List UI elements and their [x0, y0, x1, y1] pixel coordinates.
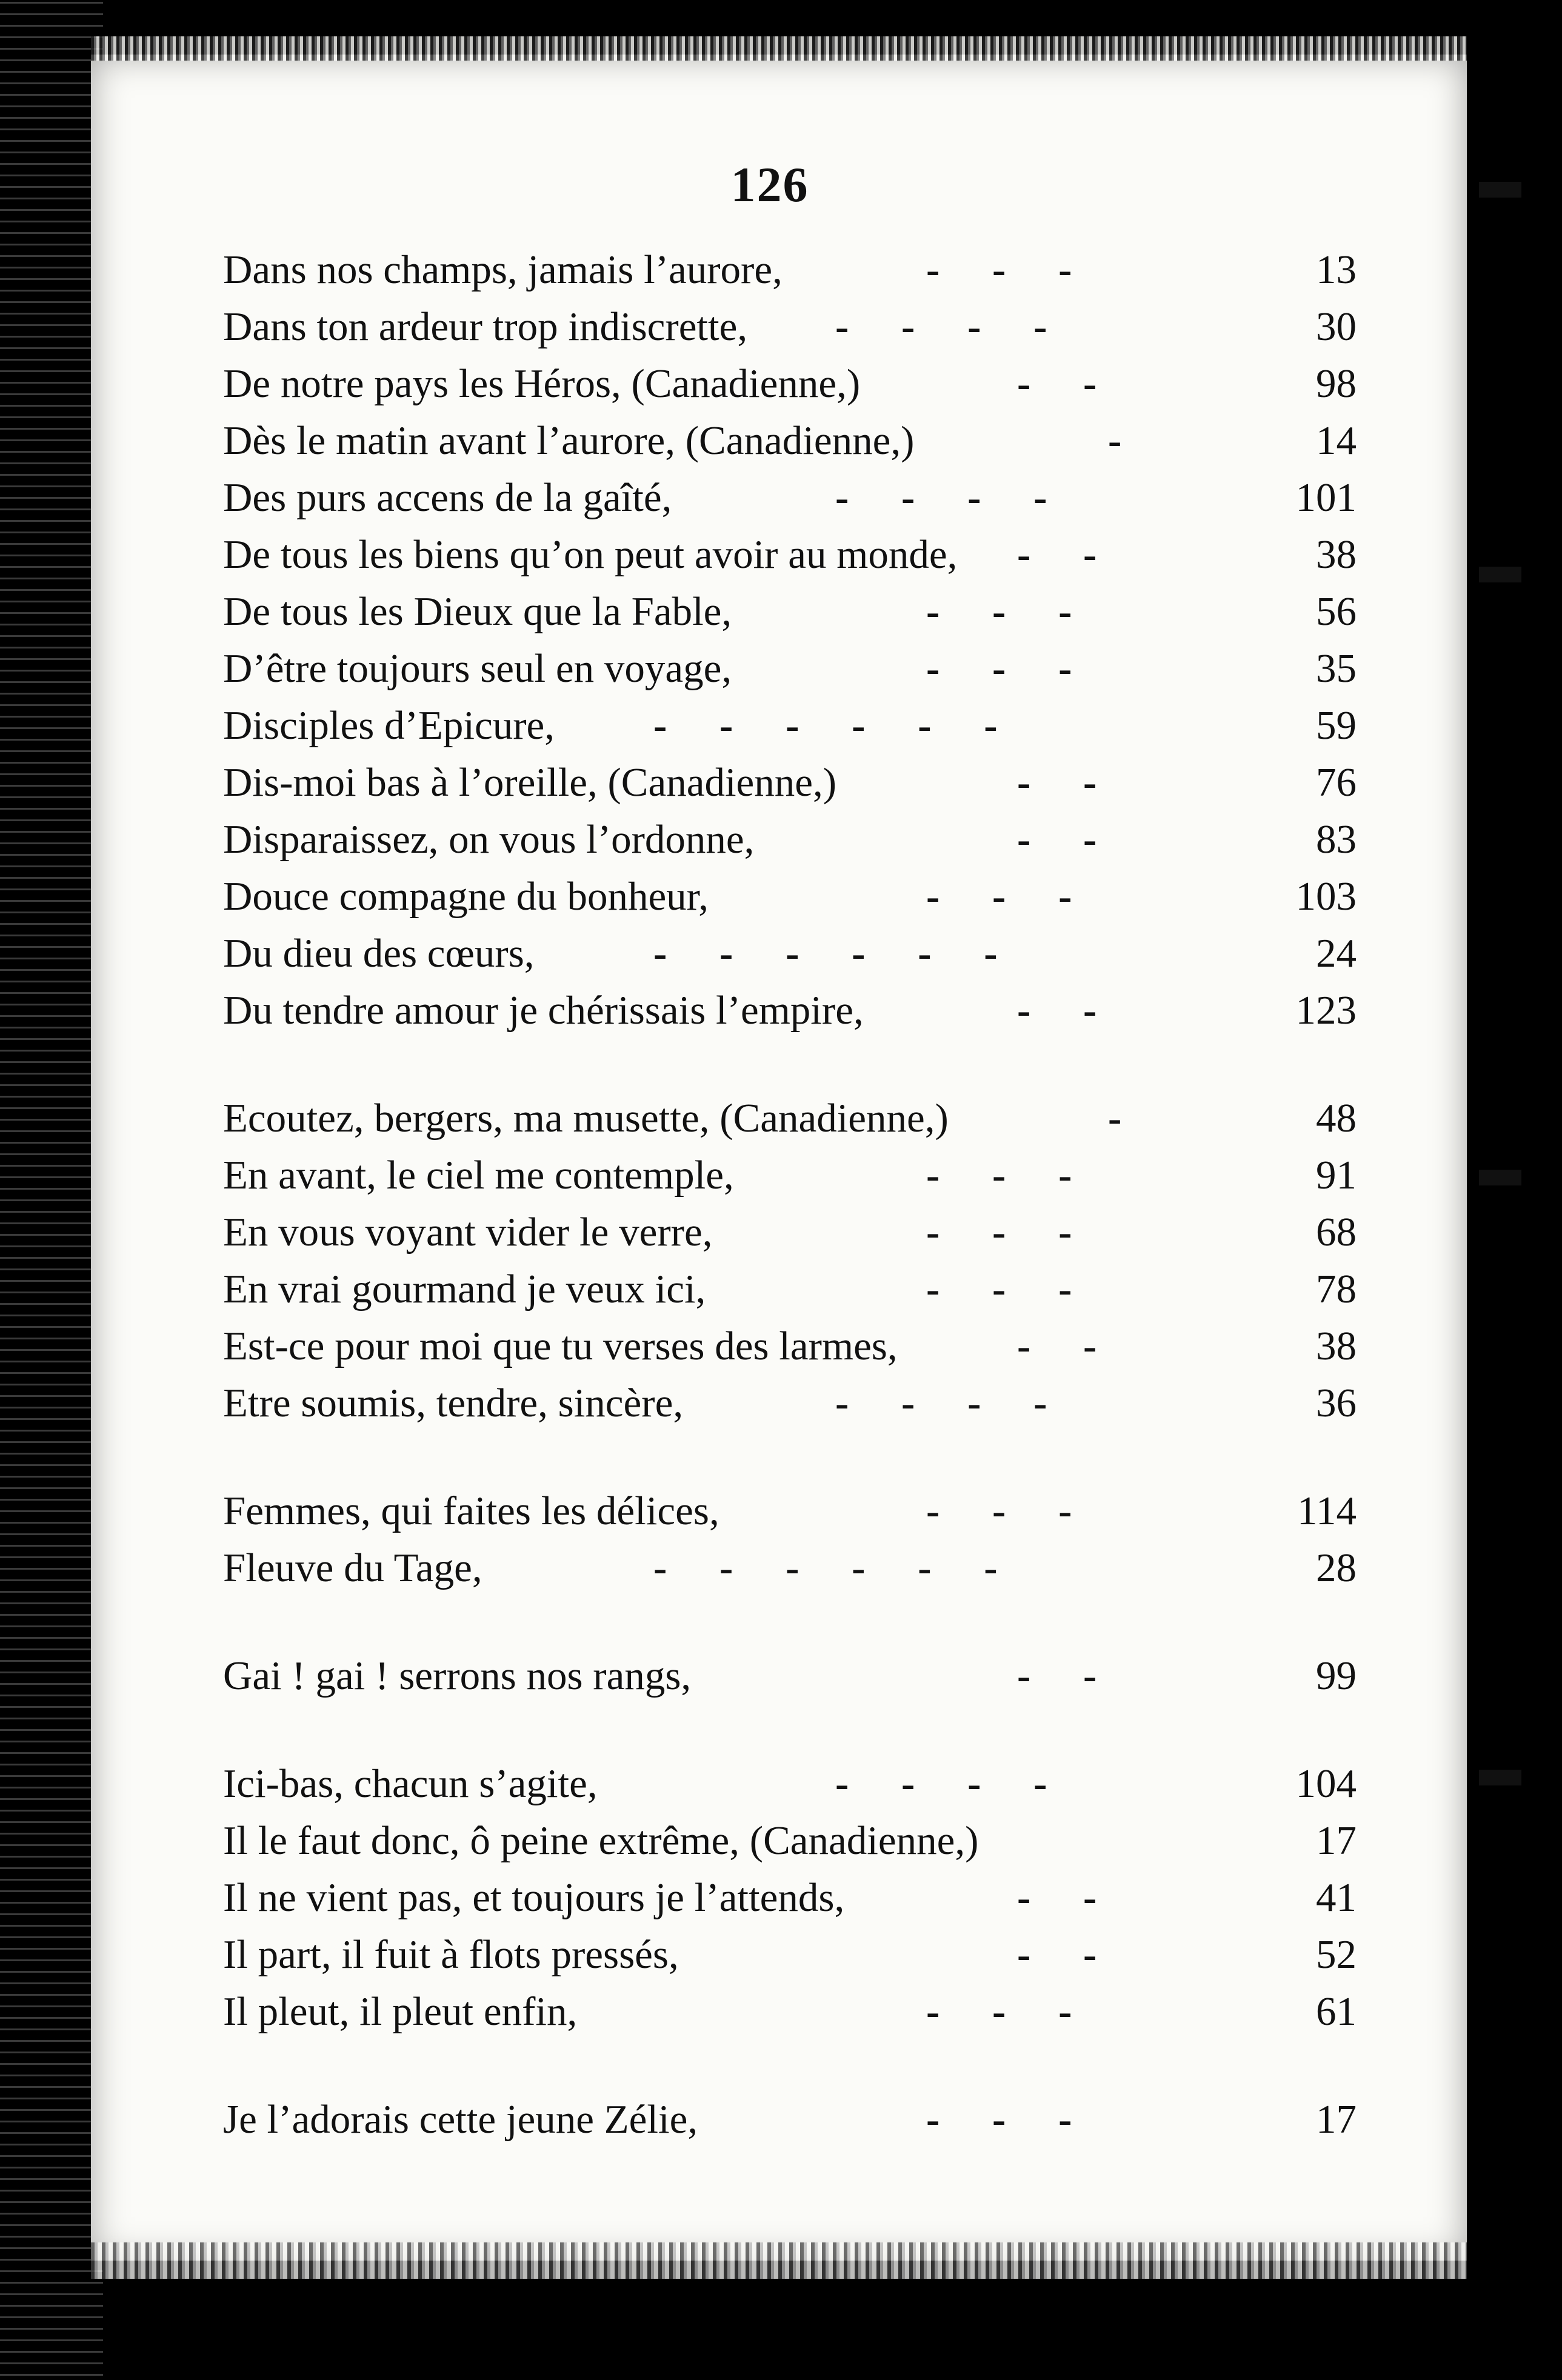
entry-title: Dans nos champs, jamais l’aurore, [223, 247, 783, 292]
index-entry [223, 413, 1357, 468]
index-entry [223, 527, 1357, 582]
entry-leader: - - [1017, 988, 1097, 1033]
entry-page-number: 41 [1316, 1875, 1357, 1920]
entry-title: Dans ton ardeur trop indiscrette, [223, 304, 748, 349]
entry-title: Ecoutez, bergers, ma musette, (Canadienne,) [223, 1096, 949, 1141]
entry-title: Est-ce pour moi que tu verses des larmes, [223, 1324, 898, 1368]
entry-leader: - - - [926, 589, 1072, 634]
entry-title: En vous voyant vider le verre, [223, 1210, 713, 1255]
entry-leader: - - [1017, 760, 1097, 805]
entry-title: Etre soumis, tendre, sincère, [223, 1381, 684, 1425]
index-entry [223, 926, 1357, 981]
entry-title: De notre pays les Héros, (Canadienne,) [223, 361, 861, 406]
entry-page-number: 83 [1316, 817, 1357, 862]
index-entry [223, 1148, 1357, 1202]
entry-title: Gai ! gai ! serrons nos rangs, [223, 1653, 692, 1698]
entry-leader: - - [1017, 532, 1097, 577]
entry-leader: - - [1017, 1324, 1097, 1368]
index-entry [223, 869, 1357, 924]
entry-page-number: 17 [1316, 2097, 1357, 2142]
entry-page-number: 68 [1316, 1210, 1357, 1255]
index-entry [223, 1484, 1357, 1538]
index-entry [223, 812, 1357, 867]
entry-leader: - - - - - - [653, 931, 998, 976]
index-entry [223, 1091, 1357, 1145]
entry-page-number: 52 [1316, 1932, 1357, 1977]
entry-leader: - - [1017, 361, 1097, 406]
index-entry [223, 470, 1357, 525]
entry-leader: - [1108, 418, 1122, 463]
entry-leader: - - - - - - [653, 1545, 998, 1590]
entry-title: Fleuve du Tage, [223, 1545, 482, 1590]
entry-page-number: 38 [1316, 1324, 1357, 1368]
entry-page-number: 17 [1316, 1818, 1357, 1863]
entry-page-number: 91 [1316, 1153, 1357, 1198]
entry-leader: - - - [926, 2097, 1072, 2142]
page-number: 126 [730, 157, 809, 212]
entry-page-number: 38 [1316, 532, 1357, 577]
entry-page-number: 78 [1316, 1267, 1357, 1312]
index-entry [223, 1541, 1357, 1595]
entry-title: Il part, il fuit à flots pressés, [223, 1932, 679, 1977]
index-entry [223, 1870, 1357, 1925]
binding-mark [1479, 567, 1521, 582]
entry-page-number: 114 [1297, 1488, 1357, 1533]
index-entry [223, 641, 1357, 696]
entry-leader: - - - [926, 1989, 1072, 2034]
entry-leader: - - - - - - [653, 703, 998, 748]
entry-page-number: 59 [1316, 703, 1357, 748]
entry-leader: - - - [926, 1488, 1072, 1533]
entry-page-number: 28 [1316, 1545, 1357, 1590]
entry-title: Femmes, qui faites les délices, [223, 1488, 719, 1533]
page-top-edge [91, 36, 1467, 61]
entry-page-number: 123 [1295, 988, 1357, 1033]
index-entry [223, 698, 1357, 753]
index-entry [223, 584, 1357, 639]
entry-page-number: 24 [1316, 931, 1357, 976]
entry-leader: - - - - [835, 1381, 1047, 1425]
entry-leader: - - - - [835, 1761, 1047, 1806]
entry-page-number: 14 [1316, 418, 1357, 463]
entry-title: En vrai gourmand je veux ici, [223, 1267, 706, 1312]
book-right-edge [1471, 0, 1562, 2380]
entry-title: Je l’adorais cette jeune Zélie, [223, 2097, 698, 2142]
entry-title: Il pleut, il pleut enfin, [223, 1989, 578, 2034]
entry-title: Il le faut donc, ô peine extrême, (Canadienne,) [223, 1818, 979, 1863]
entry-page-number: 98 [1316, 361, 1357, 406]
index-entry [223, 242, 1357, 297]
entry-leader: - - - [926, 1210, 1072, 1255]
entry-leader: - - [1017, 1932, 1097, 1977]
entry-title: Douce compagne du bonheur, [223, 874, 709, 919]
index-entry [223, 1205, 1357, 1259]
index-entry [223, 356, 1357, 411]
binding-mark [1479, 182, 1521, 198]
index-entry [223, 1319, 1357, 1373]
entry-title: Disciples d’Epicure, [223, 703, 555, 748]
index-entry [223, 1984, 1357, 2039]
entry-page-number: 76 [1316, 760, 1357, 805]
entry-title: Du tendre amour je chérissais l’empire, [223, 988, 864, 1033]
binding-mark [1479, 1770, 1521, 1785]
entry-leader: - - - [926, 1153, 1072, 1198]
entry-page-number: 56 [1316, 589, 1357, 634]
entry-page-number: 104 [1295, 1761, 1357, 1806]
entry-leader: - - - [926, 646, 1072, 691]
entry-leader: - - - [926, 247, 1072, 292]
entry-title: De tous les Dieux que la Fable, [223, 589, 732, 634]
entry-leader: - [1108, 1096, 1122, 1141]
entry-page-number: 101 [1295, 475, 1357, 520]
entry-page-number: 13 [1316, 247, 1357, 292]
entry-title: Disparaissez, on vous l’ordonne, [223, 817, 755, 862]
entry-leader: - - [1017, 1653, 1097, 1698]
entry-title: Du dieu des cœurs, [223, 931, 535, 976]
index-entry [223, 1648, 1357, 1703]
entry-page-number: 30 [1316, 304, 1357, 349]
entry-title: Il ne vient pas, et toujours je l’attends, [223, 1875, 845, 1920]
entry-title: Dis-moi bas à l’oreille, (Canadienne,) [223, 760, 837, 805]
entry-title: En avant, le ciel me contemple, [223, 1153, 734, 1198]
entry-title: De tous les biens qu’on peut avoir au monde, [223, 532, 958, 577]
index-entry [223, 755, 1357, 810]
entry-leader: - - - - [835, 475, 1047, 520]
book-left-edge [0, 0, 103, 2380]
index-entry [223, 1756, 1357, 1811]
entry-title: Ici-bas, chacun s’agite, [223, 1761, 598, 1806]
index-entry [223, 1262, 1357, 1316]
entry-page-number: 99 [1316, 1653, 1357, 1698]
entry-page-number: 48 [1316, 1096, 1357, 1141]
entry-title: Dès le matin avant l’aurore, (Canadienne,) [223, 418, 915, 463]
entry-title: Des purs accens de la gaîté, [223, 475, 672, 520]
binding-mark [1479, 1170, 1521, 1185]
index-entry [223, 1376, 1357, 1430]
entry-leader: - - - [926, 1267, 1072, 1312]
entry-leader: - - - [926, 874, 1072, 919]
entry-leader: - - [1017, 1875, 1097, 1920]
entry-page-number: 103 [1295, 874, 1357, 919]
entry-leader: - - - - [835, 304, 1047, 349]
index-entry [223, 2092, 1357, 2147]
index-entry [223, 983, 1357, 1038]
entry-title: D’être toujours seul en voyage, [223, 646, 732, 691]
entry-page-number: 36 [1316, 1381, 1357, 1425]
entry-leader: - - [1017, 817, 1097, 862]
entry-page-number: 61 [1316, 1989, 1357, 2034]
page-bottom-edge [91, 2242, 1467, 2279]
entry-page-number: 35 [1316, 646, 1357, 691]
index-entry [223, 1927, 1357, 1982]
index-entry [223, 1813, 1357, 1868]
index-entry [223, 299, 1357, 354]
